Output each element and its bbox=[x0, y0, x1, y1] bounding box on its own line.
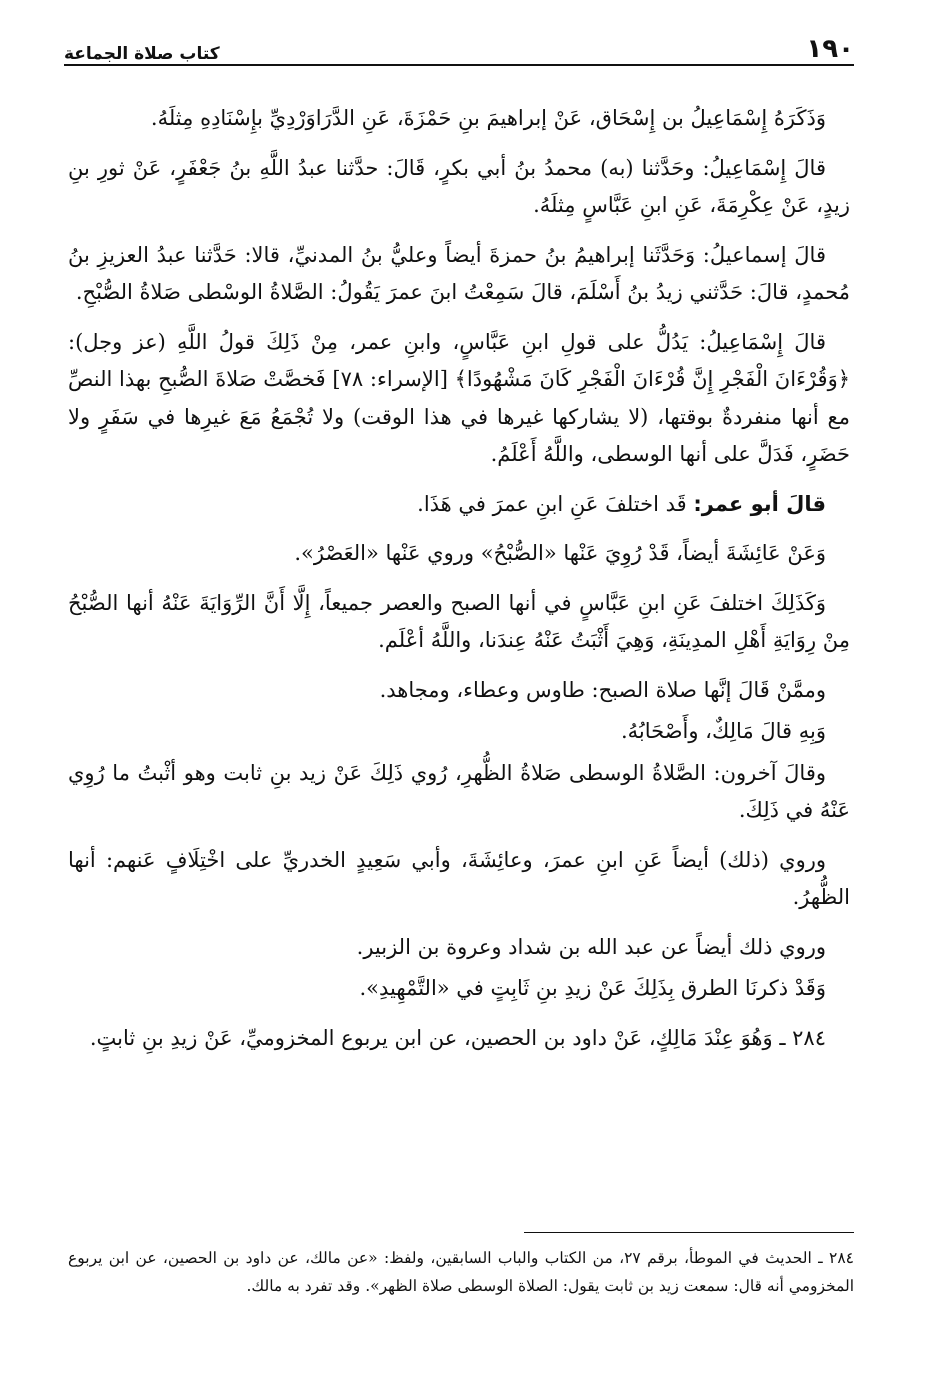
footnotes bbox=[68, 1244, 854, 1300]
paragraph: قالَ إِسْمَاعِيلُ: وحَدَّثنا (به) محمدُ بنُ أبي بكرٍ، قَالَ: حدَّثنا عبدُ اللَّهِ بنُ جَعْفَرٍ، عَنْ ثورِ بنِ زيدٍ، عَنْ عِكْرِمَةَ، عَنِ ابنِ عَبَّاسٍ مِثلَهُ. bbox=[68, 155, 850, 217]
paragraph-text: قَد اختلفَ عَنِ ابنِ عمرَ في هَذَا. bbox=[417, 491, 694, 516]
paragraph: قالَ إسماعيلُ: وَحَدَّثَنا إبراهيمُ بنُ حمزةَ أيضاً وعليُّ بنُ المدنيِّ، قالا: حَدَّثنا عبدُ العزيزِ بنُ مُحمدٍ، قالَ: حَدَّثني زيدُ بنُ أَسْلَمَ، قالَ سَمِعْتُ ابنَ عمرَ يَقُولُ: الصَّلاةُ الوسْطى صَلاةُ الصُّبْحِ. bbox=[68, 242, 850, 304]
paragraph: وَبِهِ قالَ مَالِكٌ، وأَصْحَابُهُ. bbox=[620, 719, 826, 743]
paragraph: وقالَ آخرون: الصَّلاةُ الوسطى صَلاةُ الظُّهرِ، رُوي ذَلِكَ عَنْ زيد بنِ ثابت وهو أثْبتُ ما رُوِي عَنْهُ في ذَلِكَ. bbox=[68, 760, 850, 822]
running-title: كتاب صلاة الجماعة bbox=[64, 44, 220, 64]
paragraph: وروي (ذلك) أيضاً عَنِ ابنِ عمرَ، وعائِشَةَ، وأبي سَعِيدٍ الخدريِّ على اخْتِلَافٍ عَنهم: أنها الظُّهرُ. bbox=[68, 847, 850, 909]
page-header bbox=[64, 30, 854, 64]
paragraph: وَكَذَلِكَ اختلفَ عَنِ ابنِ عَبَّاسٍ في أنها الصبح والعصر جميعاً، إِلَّا أَنَّ الرِّوَايَةَ عَنْهُ أنها الصُّبْحُ مِنْ رِوَايَةِ أَهْلِ المدِينَةِ، وَهِيَ أَثْبَتُ عَنْهُ عِندَنا، واللَّهُ أعْلَم. bbox=[68, 590, 850, 652]
footnote-text: ٢٨٤ ـ الحديث في الموطأ، برقم ٢٧، من الكتاب والباب السابقين، ولفظ: «عن مالك، عن داود بن الحصين، عن ابن يربوع المخزومي أنه قال: سمعت زيد بن ثابت يقول: الصلاة الوسطى صلاة الظهر». وقد تفرد به مالك. bbox=[68, 1249, 854, 1295]
paragraph: وَذَكَرَهُ إِسْمَاعِيلُ بن إِسْحَاق، عَنْ إبراهيمَ بنِ حَمْزَةَ، عَنِ الدَّرَاوَرْدِيِّ بإِسْنَادِهِ مِثلَهُ. bbox=[150, 106, 826, 130]
paragraph: ٢٨٤ ـ وَهُوَ عِنْدَ مَالِكٍ، عَنْ داود بن الحصين، عن ابن يربوع المخزوميِّ، عَنْ زيدِ بنِ ثابتٍ. bbox=[89, 1025, 826, 1050]
speaker-label: قالَ أبو عمر: bbox=[693, 491, 826, 516]
page-number: ١٩٠ bbox=[806, 34, 854, 64]
paragraph: وروي ذلك أيضاً عن عبد الله بن شداد وعروة بن الزبير. bbox=[356, 934, 826, 959]
paragraph: قالَ إِسْمَاعِيلُ: يَدُلُّ على قولِ ابنِ عَبَّاسٍ، وابنِ عمر، مِنْ ذَلِكَ قولُ اللَّهِ (عز وجل): ﴿وَقُرْءَانَ الْفَجْرِ إِنَّ قُرْءَانَ الْفَجْرِ كَانَ مَشْهُودًا﴾ [الإسراء: ٧٨] فَخصَّتْ صَلاةَ الصُّبحِ بهذا النصِّ مع أنها منفردةٌ بوقتها، (لا يشاركها غيرها في هذا الوقت) ولا تُجْمَعُ مَعَ غيرِها في سَفَرٍ ولا حَضَرٍ، فَدَلَّ على أنها الوسطى، واللَّهُ أَعْلَمُ. bbox=[68, 329, 851, 466]
paragraph: وَقَدْ ذكرنَا الطرق بِذَلِكَ عَنْ زيدِ بنِ ثَابِتٍ في «التَّمْهِيدِ». bbox=[359, 976, 826, 1000]
footnote-separator bbox=[68, 1232, 854, 1233]
paragraph bbox=[68, 486, 850, 524]
paragraph: وَعَنْ عَائِشَةَ أيضاً، قَدْ رُوِيَ عَنْها «الصُّبْحُ» وروي عَنْها «العَصْرُ». bbox=[294, 541, 826, 565]
header-rule bbox=[64, 64, 854, 66]
main-text bbox=[68, 100, 850, 1069]
paragraph: وممَّنْ قَالَ إنَّها صلاة الصبح: طاوس وعطاء، ومجاهد. bbox=[379, 677, 826, 702]
